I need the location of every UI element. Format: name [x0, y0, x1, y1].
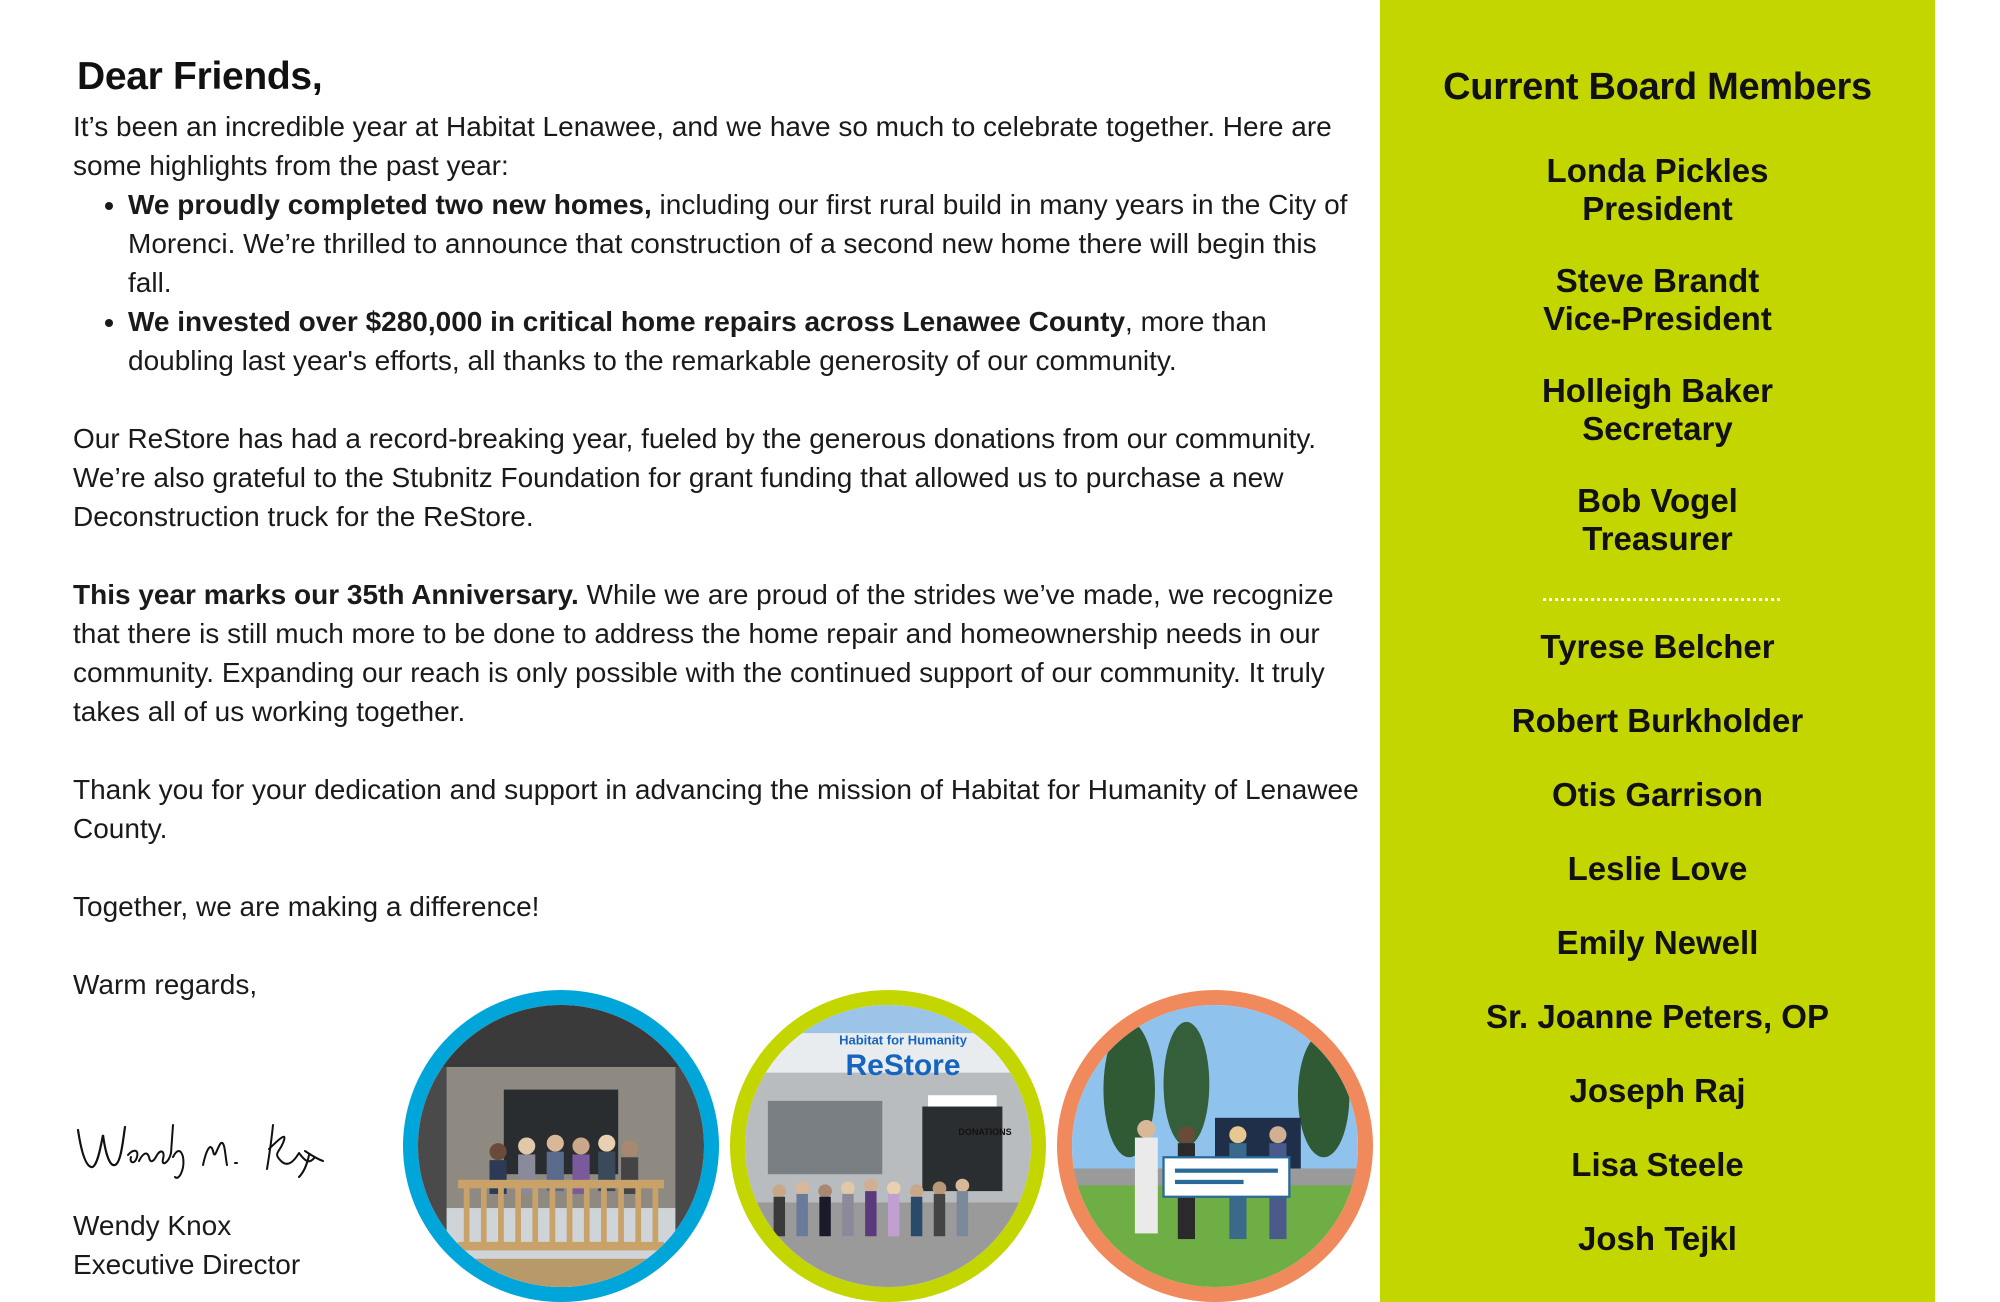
board-members-sidebar: [1380, 0, 1935, 1302]
board-officer: [1380, 482, 1935, 558]
restore-paragraph: Our ReStore has had a record-breaking year, fueled by the generous donations from our community. We’re also grateful to the Stubnitz Foundation for grant funding that allowed us to purchase a new Deconstruction truck for the ReStore.: [73, 423, 1317, 532]
board-officer: [1380, 262, 1935, 338]
officer-name: Steve Brandt: [1555, 262, 1760, 299]
porch-photo-illustration: [418, 1005, 704, 1287]
thanks-paragraph: Thank you for your dedication and support in advancing the mission of Habitat for Humanity of Lenawee County.: [73, 774, 1359, 844]
highlight-bold: We proudly completed two new homes,: [128, 189, 652, 220]
closing: Warm regards,: [73, 969, 258, 1000]
restore-sign-text: ReStore: [845, 1049, 961, 1082]
board-member: Otis Garrison: [1552, 776, 1763, 813]
donations-sign: DONATIONS: [958, 1127, 1012, 1137]
highlights-list: [73, 185, 1363, 380]
signature-title: Executive Director: [73, 1249, 301, 1280]
board-member: Robert Burkholder: [1511, 702, 1804, 739]
check-photo-illustration: [1072, 1005, 1358, 1287]
check-presentation-photo: [1057, 990, 1373, 1302]
officer-name: Londa Pickles: [1546, 152, 1769, 189]
officer-role: Secretary: [1582, 410, 1733, 447]
signature-block: [73, 1206, 300, 1284]
board-member: Lisa Steele: [1571, 1146, 1744, 1183]
officer-role: Treasurer: [1582, 520, 1733, 557]
anniversary-bold: This year marks our 35th Anniversary.: [73, 579, 579, 610]
board-title: Current Board Members: [1443, 66, 1872, 108]
board-officer: [1380, 372, 1935, 448]
restore-storefront-photo: [730, 990, 1046, 1302]
board-member: Leslie Love: [1567, 850, 1748, 887]
board-member: Joseph Raj: [1569, 1072, 1746, 1109]
officer-role: President: [1582, 190, 1733, 227]
board-divider: [1543, 598, 1780, 601]
volunteers-on-porch-photo: [403, 990, 719, 1302]
board-member: Emily Newell: [1556, 924, 1759, 961]
highlight-text: including our first rural build in many years in the City of Morenci. We’re thrilled to announce that construction of a second new home there will begin this fall.: [128, 189, 1348, 298]
board-member: Sr. Joanne Peters, OP: [1486, 998, 1829, 1035]
officer-name: Bob Vogel: [1577, 482, 1738, 519]
intro-paragraph: It’s been an incredible year at Habitat Lenawee, and we have so much to celebrate together. Here are some highlights from the past year:: [73, 111, 1332, 181]
anniversary-text: While we are proud of the strides we’ve made, we recognize that there is still much more to be done to address the home repair and homeownership needs in our community. Expanding our reach is only possible with the continued support of our community. It truly takes all of us working together.: [73, 579, 1334, 727]
restore-sign: [785, 1031, 1021, 1083]
handwritten-signature: [73, 1105, 343, 1185]
list-item: [128, 302, 1363, 380]
officer-role: Vice-President: [1543, 300, 1772, 337]
board-member: Josh Tejkl: [1578, 1220, 1737, 1257]
board-officer: [1380, 152, 1935, 228]
anniversary-paragraph: [73, 575, 1363, 731]
signature-name: Wendy Knox: [73, 1210, 232, 1241]
highlight-bold: We invested over $280,000 in critical home repairs across Lenawee County: [128, 306, 1126, 337]
officer-name: Holleigh Baker: [1541, 372, 1774, 409]
together-paragraph: Together, we are making a difference!: [73, 891, 540, 922]
restore-sign-brand: Habitat for Humanity: [839, 1032, 967, 1048]
letter-body: [73, 55, 1363, 1004]
highlight-text: , more than doubling last year's efforts, all thanks to the remarkable generosity of our community.: [128, 306, 1267, 376]
list-item: [128, 185, 1363, 302]
letter-greeting: Dear Friends,: [77, 55, 323, 98]
board-member: Tyrese Belcher: [1540, 628, 1775, 665]
